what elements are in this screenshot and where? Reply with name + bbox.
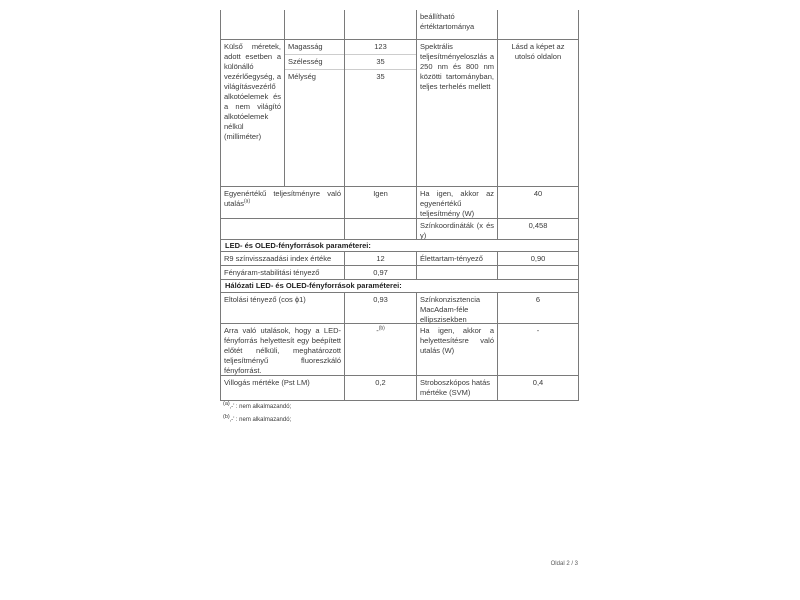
cell-lifetime-value: 0,90 bbox=[498, 252, 579, 266]
footnote-b-marker: (b) bbox=[223, 414, 230, 420]
cell-r9-value: 12 bbox=[345, 252, 417, 266]
equivalence-label-text: Egyenértékű teljesítményre való utalás bbox=[224, 189, 341, 208]
footnote-b-text: ‚-’ : nem alkalmazandó; bbox=[229, 417, 292, 423]
cell-empty bbox=[498, 10, 579, 40]
cell-spectral-label: Spektrális teljesítményeloszlás a 250 nm és 800 nm közötti tartományban, teljes terhelés mellett bbox=[417, 40, 498, 187]
cell-displacement-value: 0,93 bbox=[345, 293, 417, 324]
cell-substitution-cond-label: Ha igen, akkor a helyettesítésre való utalás (W) bbox=[417, 324, 498, 376]
cell-flux-stability-value: 0,97 bbox=[345, 266, 417, 280]
cell-stroboscopic-label: Stroboszkópos hatás mértéke (SVM) bbox=[417, 376, 498, 401]
section-header-mains-led-oled: Hálózati LED- és OLED-fényforrások paraméterei: bbox=[220, 280, 579, 293]
section-header-led-oled: LED- és OLED-fényforrások paraméterei: bbox=[220, 240, 579, 252]
cell-substitution-value bbox=[345, 324, 417, 376]
cell-empty bbox=[220, 219, 345, 240]
cell-dimension-names bbox=[285, 40, 345, 187]
dimension-value-width: 35 bbox=[345, 55, 416, 70]
cell-substitution-label: Arra való utalások, hogy a LED-fényforrás helyettesít egy beépített előtét nélküli, meghatározott teljesítményű fluoreszkáló fényforrást. bbox=[220, 324, 345, 376]
cell-empty bbox=[417, 266, 498, 280]
cell-empty bbox=[220, 10, 285, 40]
dimension-name-width: Szélesség bbox=[285, 55, 344, 70]
footnote-b bbox=[223, 416, 291, 424]
cell-color-coordinates-label: Színkoordináták (x és y) bbox=[417, 219, 498, 240]
footnote-marker-b: (b) bbox=[378, 325, 385, 332]
cell-r9-label: R9 színvisszaadási index értéke bbox=[220, 252, 345, 266]
dimension-name-height: Magasság bbox=[285, 40, 344, 55]
cell-adjustable-range-continuation: beállítható értéktartománya bbox=[417, 10, 498, 40]
cell-color-consistency-value: 6 bbox=[498, 293, 579, 324]
cell-empty bbox=[498, 266, 579, 280]
cell-stroboscopic-value: 0,4 bbox=[498, 376, 579, 401]
footnote-a-marker: (a) bbox=[223, 401, 230, 407]
parameters-table bbox=[220, 10, 579, 401]
substitution-value-text: - bbox=[376, 326, 379, 335]
cell-flicker-label: Villogás mértéke (Pst LM) bbox=[220, 376, 345, 401]
footnote-a bbox=[223, 403, 291, 411]
cell-empty bbox=[345, 219, 417, 240]
cell-flux-stability-label: Fényáram-stabilitási tényező bbox=[220, 266, 345, 280]
cell-empty bbox=[345, 10, 417, 40]
footnote-a-text: ‚-’ : nem alkalmazandó; bbox=[229, 404, 292, 410]
cell-empty bbox=[285, 10, 345, 40]
footnote-marker-a: (a) bbox=[244, 198, 251, 205]
cell-color-coordinates-value: 0,458 bbox=[498, 219, 579, 240]
cell-equivalent-power-value: 40 bbox=[498, 187, 579, 219]
dimension-name-depth: Mélység bbox=[288, 72, 316, 81]
cell-equivalence-label bbox=[220, 187, 345, 219]
cell-substitution-cond-value: - bbox=[498, 324, 579, 376]
page-number: Oldal 2 / 3 bbox=[550, 561, 578, 567]
cell-flicker-value: 0,2 bbox=[345, 376, 417, 401]
cell-dimension-values bbox=[345, 40, 417, 187]
cell-color-consistency-label: Színkonzisztencia MacAdam-féle ellipszisekben bbox=[417, 293, 498, 324]
cell-equivalent-power-label: Ha igen, akkor az egyenértékű teljesítmény (W) bbox=[417, 187, 498, 219]
dimension-value-depth: 35 bbox=[376, 72, 385, 81]
cell-lifetime-label: Élettartam-tényező bbox=[417, 252, 498, 266]
dimension-value-height: 123 bbox=[345, 40, 416, 55]
cell-spectral-value: Lásd a képet az utolsó oldalon bbox=[498, 40, 579, 187]
cell-displacement-label: Eltolási tényező (cos ϕ1) bbox=[220, 293, 345, 324]
cell-dimensions-label: Külső méretek, adott esetben a különálló vezérlőegység, a világításvezérlő alkotóelemek és a nem világító alkotóelemek nélkül (milliméter) bbox=[220, 40, 285, 187]
cell-equivalence-value: Igen bbox=[345, 187, 417, 219]
